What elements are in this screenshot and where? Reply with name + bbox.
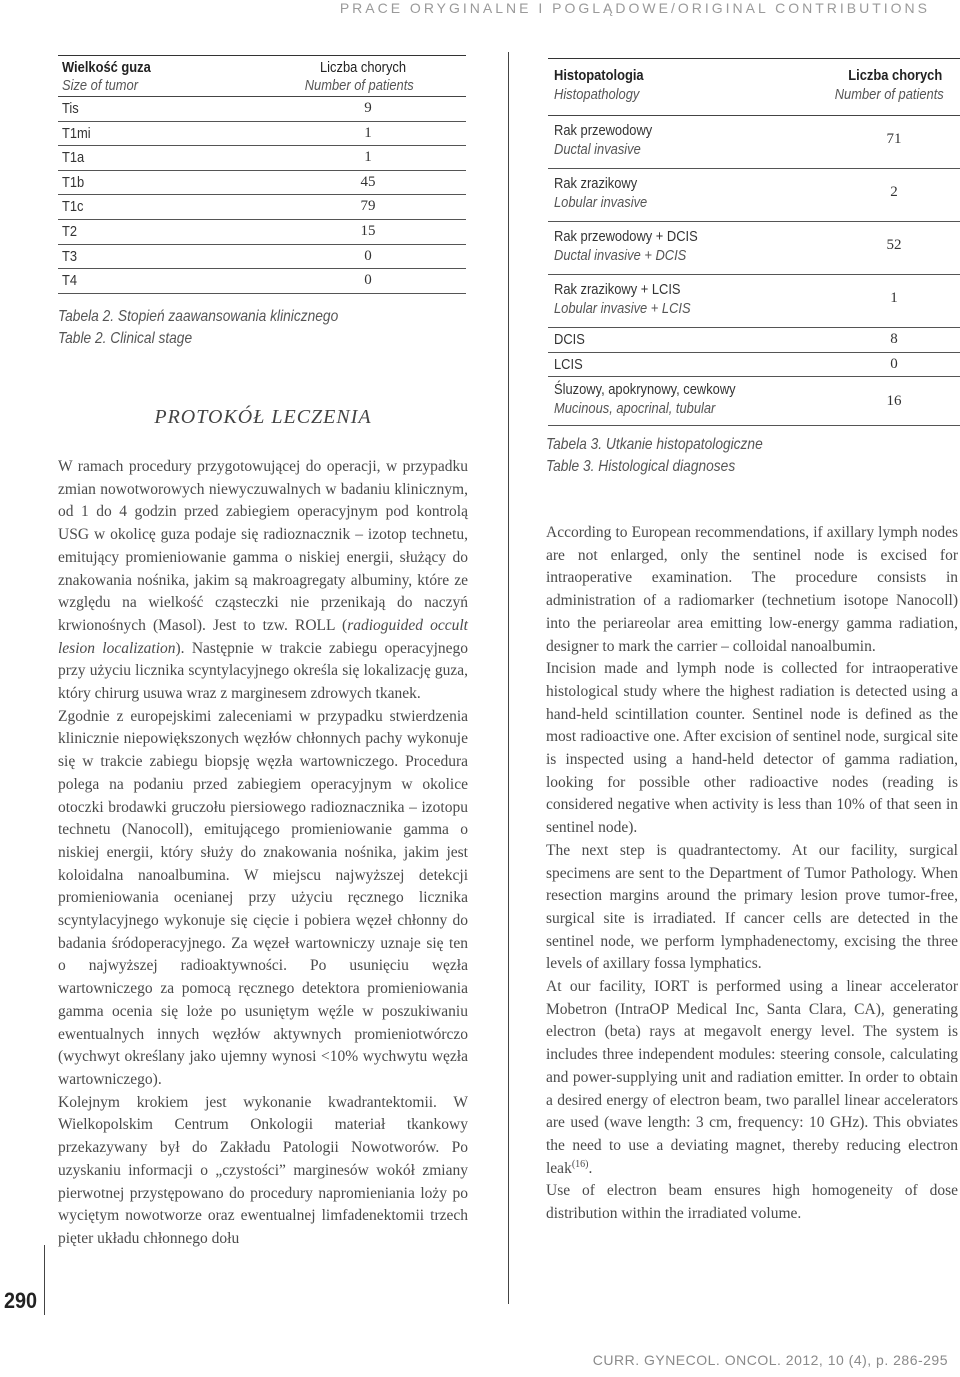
count-cell: 8	[890, 331, 898, 347]
table-row	[548, 169, 960, 222]
caption-pl: Tabela 2. Stopień zaawansowania klinicznego	[58, 308, 339, 325]
col-header-histopathology-en: Histopathology	[554, 86, 640, 103]
diagnosis-en: Ductal invasive + DCIS	[554, 247, 687, 264]
table-row	[548, 353, 960, 378]
count-cell: 0	[364, 272, 372, 289]
text-run: ). Następnie w trakcie zabiegu operacyjnego przy użyciu licznika scyntylacyjnego określa się lokalizację guza, który chirurg usuwa wraz z marginesem zdrowych tkanek.	[58, 639, 469, 703]
margin-rule	[44, 1245, 45, 1315]
left-body-text	[58, 456, 468, 1251]
table-row	[58, 245, 466, 270]
table-row	[548, 222, 960, 275]
paragraph: Use of electron beam ensures high homogeneity of dose distribution within the irradiated volume.	[546, 1182, 958, 1223]
count-cell: 0	[364, 247, 372, 264]
caption-en: Table 2. Clinical stage	[58, 330, 193, 347]
count-cell: 2	[890, 184, 898, 200]
table-histological-diagnoses	[548, 58, 960, 426]
col-header-patients-en: Number of patients	[835, 86, 944, 103]
count-cell: 45	[360, 173, 376, 190]
citation-ref: (16)	[571, 1158, 589, 1170]
table-header	[548, 58, 960, 116]
diagnosis-pl: DCIS	[554, 331, 585, 348]
stage-cell: T4	[62, 272, 78, 290]
table-row	[548, 377, 960, 426]
table-row	[58, 122, 466, 147]
table-row	[58, 146, 466, 171]
diagnosis-en: Lobular invasive	[554, 194, 648, 211]
paragraph	[58, 456, 468, 706]
diagnosis-pl: Rak zrazikowy + LCIS	[554, 281, 681, 298]
col-header-histopathology: Histopatologia	[554, 67, 644, 84]
diagnosis-en: Lobular invasive + LCIS	[554, 300, 691, 317]
count-cell: 15	[360, 222, 376, 239]
count-cell: 52	[886, 237, 902, 253]
stage-cell: T3	[62, 247, 78, 265]
stage-cell: T2	[62, 222, 78, 240]
col-header-size-en: Size of tumor	[62, 77, 139, 94]
col-header-patients: Liczba chorych	[848, 67, 942, 84]
text-run: W ramach procedury przygotowującej do operacji, w przypadku zmian nowotworowych niewyczuwalnych w badaniu klinicznym, od 1 do 4 godzin przed zabiegiem operacyjnym pod kontrolą USG w okolicę guza podaje się radioznacznik – izotop technetu, emitujący promieniowanie gamma o niskiej energii, służący do znakowania nośnika, jakim są makroagregaty albuminy, które ze względu na wielkość cząsteczki nie przenikają do naczyń krwionośnych (Masol). Jest to tzw. ROLL (	[58, 458, 468, 634]
text-run: At our facility, IORT is performed using a linear accelerator Mobetron (IntraOP Medical Inc, Santa Clara, CA), generating electron (beta) rays at megavolt energy level. The system is includes three independent modules: steering console, calculating and power-supplying unit and radiation emitter. In order to obtain a desired energy of electron beam, two parallel linear accelerators are used (wave length: 3 cm, frequency: 10 GHz). This obviates the need to use a deviating magnet, thereby reducing electron leak	[546, 978, 958, 1177]
paragraph: Kolejnym krokiem jest wykonanie kwadrantektomii. W Wielkopolskim Centrum Onkologii materiał tkankowy przekazywany był do Zakładu Patologii Nowotworów. Po uzyskaniu informacji o „czystości” marginesów wokół zmiany pierwotnej przystępowano do procedury napromieniania loży po wyciętym nowotworze oraz ewentualnej limfadenektomii trzech pięter układu chłonnego dołu	[58, 1093, 468, 1247]
right-body-text	[546, 522, 958, 1226]
stage-cell: T1a	[62, 149, 85, 167]
caption-pl: Tabela 3. Utkanie histopatologiczne	[546, 436, 763, 453]
text-run: .	[588, 1159, 593, 1177]
table-row	[548, 275, 960, 328]
count-cell: 1	[890, 290, 898, 306]
count-cell: 16	[886, 393, 902, 409]
diagnosis-en: Mucinous, apocrinal, tubular	[554, 400, 716, 417]
running-header: PRACE ORYGINALNE I POGLĄDOWE/ORIGINAL CONTRIBUTIONS	[339, 0, 930, 16]
col-header-patients: Liczba chorych	[319, 59, 406, 76]
diagnosis-pl: Rak przewodowy + DCIS	[554, 228, 698, 245]
diagnosis-pl: Śluzowy, apokrynowy, cewkowy	[554, 381, 736, 398]
page-number: 290	[4, 1288, 38, 1313]
table-row	[548, 328, 960, 353]
table-row	[58, 220, 466, 245]
italic-term: radioguided occult lesion localization	[58, 616, 468, 657]
journal-footer: CURR. GYNECOL. ONCOL. 2012, 10 (4), p. 286-295	[592, 1352, 948, 1368]
table2-caption	[58, 306, 384, 350]
caption-en: Table 3. Histological diagnoses	[546, 458, 736, 475]
table-row	[548, 116, 960, 169]
count-cell: 1	[364, 149, 372, 166]
diagnosis-pl: Rak przewodowy	[554, 122, 653, 139]
table-row	[58, 171, 466, 196]
count-cell: 0	[890, 355, 898, 372]
diagnosis-en: Ductal invasive	[554, 141, 641, 158]
section-title: PROTOKÓŁ LECZENIA	[154, 406, 372, 428]
paragraph: The next step is quadrantectomy. At our facility, surgical specimens are sent to the Department of Tumor Pathology. When resection margins around the primary lesion prove tumor-free, surgical site is irradiated. If cancer cells are detected in the sentinel node, we perform lymphadenectomy, excising the three levels of axillary fossa lymphatics.	[546, 841, 958, 973]
diagnosis-pl: Rak zrazikowy	[554, 175, 638, 192]
count-cell: 79	[360, 198, 376, 215]
count-cell: 71	[886, 131, 902, 147]
stage-cell: T1c	[62, 198, 84, 216]
paragraph: Zgodnie z europejskimi zaleceniami w przypadku stwierdzenia klinicznie niepowiększonych węzłów chłonnych pachy wykonuje się w trakcie zabiegu biopsję węzła wartowniczego. Procedura polega na podaniu przed zabiegiem operacyjnym w okolice otoczki brodawki gruczołu piersiowego radioznacznika – izotopu technetu (Nanocoll), emitującego promieniowanie gamma o niskiej energii, który służy do znakowania nośnika, jakim jest koloidalna nanoalbumina. W miejscu najwyższej detekcji promieniowania ocenianej przy użyciu ręcznego licznika scyntylacyjnego wykonuje się cięcie i pobiera węzeł chłonny do badania śródoperacyjnego. Za węzeł wartowniczy uznaje się ten o najwyższej radioaktywności. Po usunięciu węzła wartowniczego za pomocą ręcznego detektora promieniowania gamma ocenia się loże po usuniętym węźle w poszukiwaniu ewentualnych innych węzłów aktywnych promieniotwórczo (wychwyt określany jako ujemny wynosi <10% wychwytu węzła wartowniczego).	[58, 707, 468, 1088]
stage-cell: T1b	[62, 173, 85, 191]
table-clinical-stage	[58, 55, 466, 294]
stage-cell: T1mi	[62, 124, 91, 142]
col-header-size: Wielkość guza	[62, 59, 151, 76]
paragraph: According to European recommendations, if axillary lymph nodes are not enlarged, only the sentinel node is excised for intraoperative examination. The procedure consists in administration of a radiomarker (technetium isotope Nanocoll) into the periareolar area emitting low-energy gamma radiation, designer to mark the carrier – colloidal nanoalbumin.	[546, 524, 958, 655]
paragraph: Incision made and lymph node is collected for intraoperative histological study where the highest radiation is detected using a hand-held scintillation counter. Sentinel node is defined as the most radioactive one. After excision of sentinel node, surgical site is inspected using a hand-held detector of gamma radiation, looking for possible other radioactive nodes (reading is considered negative when activity is less than 10% of that seen in sentinel node).	[546, 660, 958, 837]
table-row	[58, 195, 466, 220]
column-divider	[508, 52, 509, 1304]
paragraph	[546, 976, 958, 1180]
table-header	[58, 55, 466, 97]
table-row	[58, 269, 466, 294]
col-header-patients-en: Number of patients	[305, 77, 414, 94]
table3-caption	[546, 434, 798, 478]
count-cell: 1	[364, 124, 372, 141]
count-cell: 9	[364, 100, 372, 116]
table-row	[58, 97, 466, 122]
diagnosis-pl: LCIS	[554, 355, 583, 373]
stage-cell: Tis	[62, 100, 79, 117]
